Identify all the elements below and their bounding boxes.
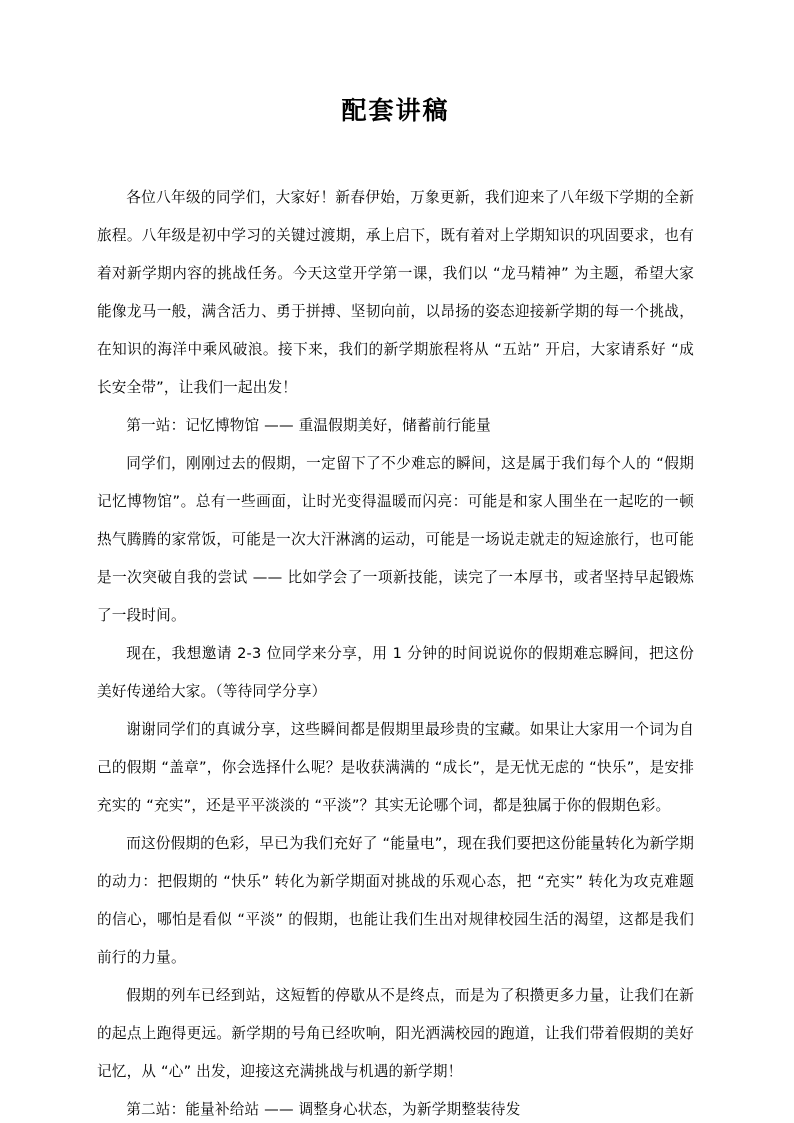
body-paragraph: 而这份假期的色彩，早已为我们充好了 “能量电”，现在我们要把这份能量转化为新学期的动力：把假期的 “快乐” 转化为新学期面对挑战的乐观心态，把 “充实” 转化为攻克难题的信心，哪怕是看似 “平淡” 的假期，也能让我们生出对规律校园生活的渴望，这都是我们前行的力量。 [97,834,694,966]
body-paragraph: 现在，我想邀请 2-3 位同学来分享，用 1 分钟的时间说说你的假期难忘瞬间，把这份美好传递给大家。（等待同学分享） [97,644,694,700]
station-heading: 第二站：能量补给站 —— 调整身心状态，为新学期整装待发 [126,1100,521,1118]
station-heading: 第一站：记忆博物馆 —— 重温假期美好，储蓄前行能量 [126,416,491,434]
body-paragraph: 假期的列车已经到站，这短暂的停歇从不是终点，而是为了积攒更多力量，让我们在新的起点上跑得更远。新学期的号角已经吹响，阳光洒满校园的跑道，让我们带着假期的美好记忆，从 “心” 出发，迎接这充满挑战与机遇的新学期！ [97,986,694,1080]
body-paragraph: 各位八年级的同学们，大家好！新春伊始，万象更新，我们迎来了八年级下学期的全新旅程。八年级是初中学习的关键过渡期，承上启下，既有着对上学期知识的巩固要求，也有着对新学期内容的挑战任务。今天这堂开学第一课，我们以 “龙马精神” 为主题，希望大家能像龙马一般，满含活力、勇于拼搏、坚韧向前，以昂扬的姿态迎接新学期的每一个挑战，在知识的海洋中乘风破浪。接下来，我们的新学期旅程将从 “五站” 开启，大家请系好 “成长安全带”，让我们一起出发！ [97,188,694,396]
title-spacer [97,133,694,179]
body-paragraph: 谢谢同学们的真诚分享，这些瞬间都是假期里最珍贵的宝藏。如果让大家用一个词为自己的假期 “盖章”，你会选择什么呢？是收获满满的 “成长”，是无忧无虑的 “快乐”，是安排充实的 “充实”，还是平平淡淡的 “平淡”？其实无论哪个词，都是独属于你的假期色彩。 [97,720,694,814]
body-paragraph: 同学们，刚刚过去的假期，一定留下了不少难忘的瞬间，这是属于我们每个人的 “假期记忆博物馆”。总有一些画面，让时光变得温暖而闪亮：可能是和家人围坐在一起吃的一顿热气腾腾的家常饭，可能是一次大汗淋漓的运动，可能是一场说走就走的短途旅行，也可能是一次突破自我的尝试 —— 比如学会了一项新技能，读完了一本厚书，或者坚持早起锻炼了一段时间。 [97,454,694,624]
document-body [97,96,694,1123]
paragraph-container [97,179,694,1123]
page-title: 配套讲稿 [341,98,450,125]
